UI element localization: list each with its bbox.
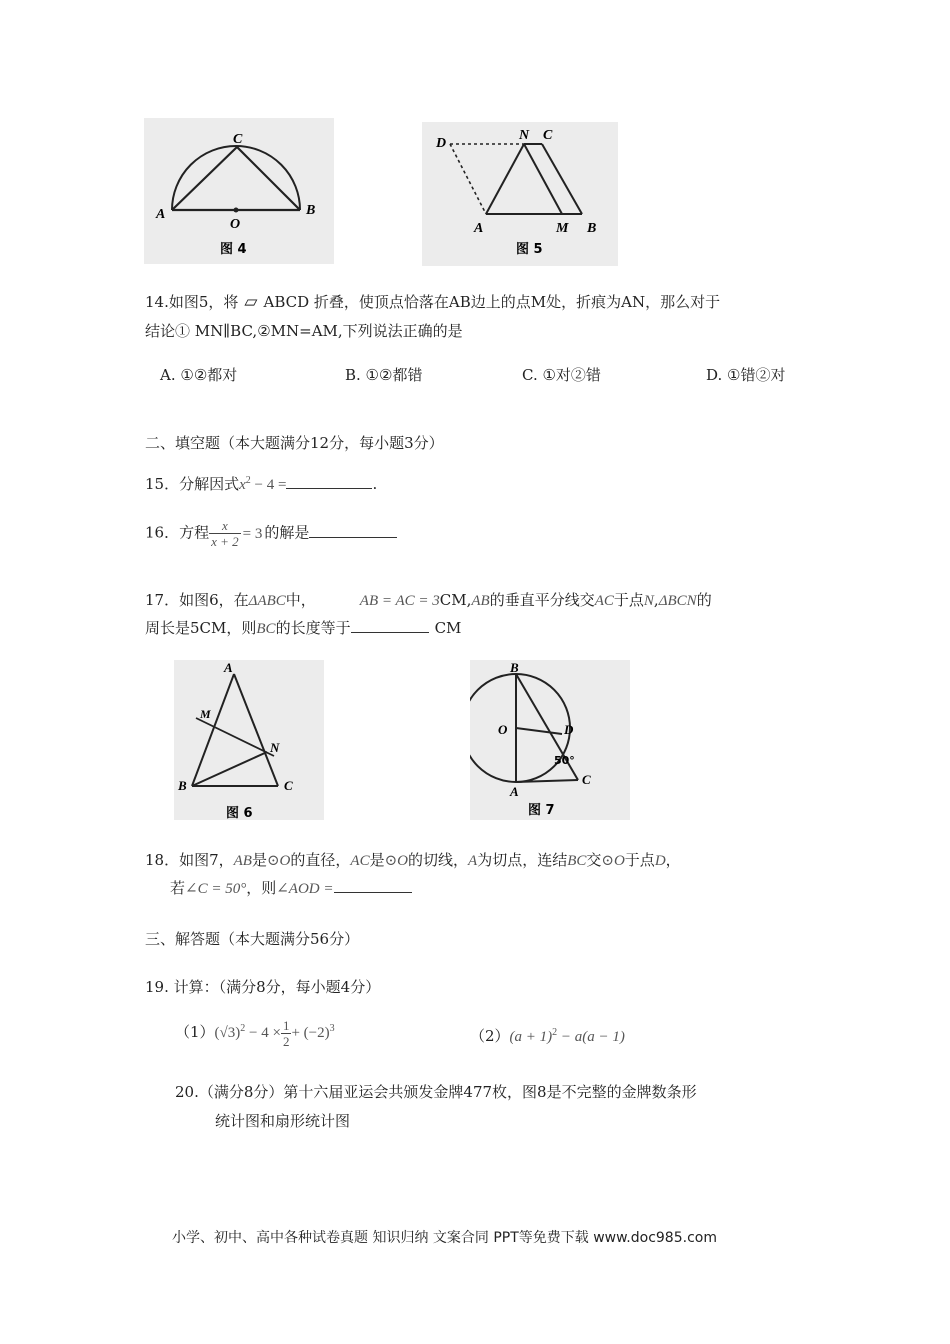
fig6-label-n: N bbox=[270, 740, 280, 755]
q20-line2: 统计图和扇形统计图 bbox=[215, 1112, 351, 1130]
q18-angle-c: ∠C = 50° bbox=[185, 881, 247, 897]
figure-7 bbox=[470, 660, 630, 820]
q19-p1-c: + (−2) bbox=[291, 1024, 330, 1041]
q16-answer-blank[interactable] bbox=[309, 537, 397, 538]
q19-p1-exp2: 3 bbox=[329, 1022, 335, 1034]
fig6-label-m: M bbox=[200, 707, 211, 721]
figure-7-drawing bbox=[470, 660, 630, 820]
q18-t7: 于点 bbox=[624, 851, 655, 869]
q18-prefix: 18．如图7， bbox=[145, 851, 234, 869]
q14-choice-b[interactable]: B. ①②都错 bbox=[345, 366, 423, 384]
q17-t3: , bbox=[653, 591, 659, 609]
q15 bbox=[145, 473, 377, 494]
q14-choice-d[interactable]: D. ①错②对 bbox=[706, 366, 786, 384]
section-2-heading: 二、填空题（本大题满分12分，每小题3分） bbox=[145, 434, 444, 452]
fig5-label-d: D bbox=[436, 136, 447, 151]
page-footer: 小学、初中、高中各种试卷真题 知识归纳 文案合同 PPT等免费下载 www.doc985.com bbox=[172, 1230, 717, 1246]
fig7-label-a: A bbox=[510, 784, 519, 799]
q14-choice-c[interactable]: C. ①对②错 bbox=[522, 366, 601, 384]
fig5-caption: 图 5 bbox=[516, 242, 543, 257]
fig7-label-d: D bbox=[564, 722, 574, 737]
q18-circle1: ⊙O bbox=[266, 853, 291, 869]
fig4-label-a: A bbox=[156, 207, 166, 222]
q16 bbox=[145, 518, 397, 549]
fig5-label-c: C bbox=[543, 128, 553, 143]
q19-p1-label: （1） bbox=[175, 1022, 215, 1041]
figure-6 bbox=[174, 660, 324, 820]
q17-n: N bbox=[643, 593, 654, 609]
q17-ac: AC bbox=[594, 593, 614, 609]
q17-prefix: 17．如图6，在 bbox=[145, 591, 249, 609]
q15-exp: 2 bbox=[245, 475, 251, 486]
fig7-label-b: B bbox=[510, 660, 519, 675]
q18-t6: 交 bbox=[586, 851, 602, 869]
q17-bc: BC bbox=[256, 621, 276, 637]
q18-bc: BC bbox=[567, 853, 587, 869]
q18-t5: 为切点，连结 bbox=[477, 851, 568, 869]
q19-p1-fraction bbox=[281, 1018, 292, 1049]
q15-rest: − 4 = bbox=[250, 477, 287, 493]
q18-t2: 的直径， bbox=[290, 851, 351, 869]
parallelogram-symbol: ▱ bbox=[244, 292, 258, 312]
q19-p2-label: （2） bbox=[470, 1027, 510, 1045]
q18-line2-b: ，则 bbox=[246, 879, 277, 897]
q18-answer-blank[interactable] bbox=[334, 892, 412, 893]
q17-answer-blank[interactable] bbox=[351, 632, 429, 633]
q18-line2-a: 若 bbox=[170, 879, 186, 897]
q15-x: x bbox=[239, 477, 246, 493]
figure-4-drawing bbox=[144, 118, 334, 264]
fig7-label-c: C bbox=[582, 772, 591, 787]
q15-expr bbox=[239, 477, 286, 493]
q17-mid: 中， bbox=[285, 591, 316, 609]
q14-text-a: 14.如图5，将 bbox=[145, 293, 239, 311]
q18-a: A bbox=[468, 853, 478, 869]
q18-t1: 是 bbox=[251, 851, 267, 869]
q14-text-b: ABCD 折叠，使顶点恰落在AB边上的点M处，折痕为AN，那么对于 bbox=[263, 293, 721, 311]
q17-unit1: CM, bbox=[439, 591, 472, 609]
q18-angle-aod: ∠AOD = bbox=[276, 881, 334, 897]
fig4-label-c: C bbox=[233, 132, 243, 147]
section-3-heading: 三、解答题（本大题满分56分） bbox=[145, 930, 360, 948]
q19-p1-num: 1 bbox=[282, 1018, 290, 1033]
q17-line2 bbox=[145, 617, 461, 638]
q19-p2-a: (a + 1) bbox=[509, 1029, 553, 1045]
q19-p2-exp: 2 bbox=[552, 1027, 558, 1038]
q15-suffix: . bbox=[372, 475, 378, 493]
q17-line2-a: 周长是5CM，则 bbox=[145, 619, 257, 637]
q18-ac: AC bbox=[350, 853, 370, 869]
q15-answer-blank[interactable] bbox=[286, 488, 372, 489]
fig5-label-a: A bbox=[474, 221, 484, 236]
q18-d: D bbox=[654, 853, 666, 869]
fig7-label-o: O bbox=[498, 722, 508, 737]
figure-4 bbox=[144, 118, 334, 264]
fig6-label-c: C bbox=[284, 778, 293, 793]
q18-line1 bbox=[145, 849, 681, 870]
q16-prefix: 16．方程 bbox=[145, 523, 210, 542]
fig5-label-n: N bbox=[519, 128, 530, 143]
q18-ab: AB bbox=[233, 853, 252, 869]
q19-p1-a: (√3) bbox=[214, 1024, 241, 1041]
q17-line2-b: 的长度等于 bbox=[275, 619, 351, 637]
q18-t8: ， bbox=[665, 851, 681, 869]
q19-p2-b: − a(a − 1) bbox=[557, 1029, 625, 1045]
q20-line1: 20.（满分8分）第十六届亚运会共颁发金牌477枚，图8是不完整的金牌数条形 bbox=[175, 1083, 697, 1101]
fig4-label-o: O bbox=[230, 217, 241, 232]
q16-numerator: x bbox=[221, 518, 228, 533]
q17-unit2: CM bbox=[434, 619, 462, 637]
q17-triangle: ΔABC bbox=[248, 593, 286, 609]
fig5-label-b: B bbox=[587, 221, 597, 236]
q17-t1: 的垂直平分线交 bbox=[489, 591, 595, 609]
q17-t4: 的 bbox=[696, 591, 712, 609]
fig6-label-a: A bbox=[224, 660, 233, 675]
q16-fraction bbox=[209, 518, 241, 549]
q14-choice-a[interactable]: A. ①②都对 bbox=[160, 366, 238, 384]
q17-line1 bbox=[145, 589, 712, 610]
q19-title: 19. 计算：（满分8分，每小题4分） bbox=[145, 978, 381, 996]
q14-line1 bbox=[145, 291, 720, 312]
q16-denominator: x + 2 bbox=[211, 534, 239, 549]
q19-p1-exp1: 2 bbox=[240, 1022, 246, 1034]
figure-5 bbox=[422, 122, 618, 266]
q18-t3: 是 bbox=[369, 851, 385, 869]
q16-suffix: 的解是 bbox=[264, 523, 310, 542]
fig6-caption: 图 6 bbox=[226, 806, 253, 820]
q18-circle2: ⊙O bbox=[384, 853, 408, 869]
q19-p2-expr bbox=[510, 1029, 625, 1045]
q17-t2: 于点 bbox=[613, 591, 644, 609]
fig4-label-b: B bbox=[306, 203, 316, 218]
q18-line2 bbox=[170, 877, 412, 898]
q19-p1-expr bbox=[214, 1018, 335, 1049]
q18-circle3: ⊙O bbox=[601, 853, 625, 869]
figure-5-drawing bbox=[422, 122, 618, 266]
fig5-label-m: M bbox=[556, 221, 569, 236]
q19-p1-b: − 4 × bbox=[245, 1024, 281, 1041]
q17-expr: AB = AC = 3 bbox=[359, 593, 440, 609]
figure-6-drawing bbox=[174, 660, 324, 820]
fig7-caption: 图 7 bbox=[528, 803, 555, 818]
q15-prefix: 15．分解因式 bbox=[145, 475, 240, 493]
q14-line2: 结论① MN∥BC,②MN=AM,下列说法正确的是 bbox=[145, 322, 463, 340]
q19-part1 bbox=[175, 1018, 335, 1049]
q19-part2 bbox=[470, 1025, 625, 1046]
q18-t4: 的切线， bbox=[408, 851, 469, 869]
q17-bcn: ΔBCN bbox=[658, 593, 697, 609]
q16-eq: = 3 bbox=[242, 525, 263, 542]
q19-p1-den: 2 bbox=[282, 1034, 290, 1049]
fig7-angle-label: 50° bbox=[554, 754, 575, 767]
fig4-caption: 图 4 bbox=[220, 242, 247, 257]
fig6-label-b: B bbox=[178, 778, 187, 793]
q17-ab: AB bbox=[471, 593, 490, 609]
